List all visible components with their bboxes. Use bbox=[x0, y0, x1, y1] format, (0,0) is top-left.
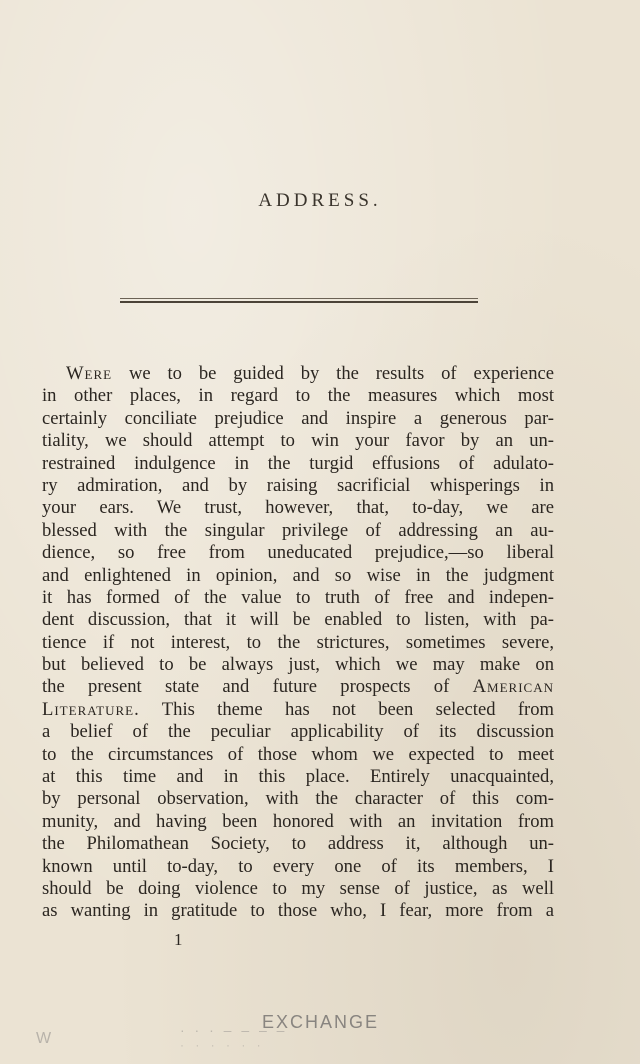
page-number: 1 bbox=[174, 930, 183, 949]
rule-line-thin bbox=[120, 298, 478, 299]
text-line: the Philomathean Society, to address it, although un- bbox=[42, 833, 554, 855]
page-title: ADDRESS. bbox=[258, 190, 382, 211]
stamp-faint-lower: · · · · · · bbox=[180, 1038, 265, 1052]
text-line: dience, so free from uneducated prejudice,—so liberal bbox=[42, 542, 554, 564]
text-line: munity, and having been honored with an invitation from bbox=[42, 810, 554, 832]
drop-word: Were bbox=[66, 363, 113, 384]
text-line: tiality, we should attempt to win your favor by an un- bbox=[42, 430, 554, 452]
double-rule-divider bbox=[120, 298, 478, 304]
small-caps-term: American bbox=[472, 676, 554, 698]
text-line: in other places, in regard to the measures which most bbox=[42, 385, 554, 407]
text-line: certainly conciliate prejudice and inspire a generous par- bbox=[42, 407, 554, 429]
text-line: Were we to be guided by the results of experience bbox=[66, 363, 554, 384]
body-paragraph bbox=[42, 363, 554, 923]
text-line: restrained indulgence in the turgid effusions of adulato- bbox=[42, 452, 554, 474]
text-line: the present state and future prospects of American bbox=[42, 676, 554, 698]
text-line: a belief of the peculiar applicability of its discussion bbox=[42, 721, 554, 743]
rule-line-thick bbox=[120, 301, 478, 303]
text-line: ry admiration, and by raising sacrificial whisperings in bbox=[42, 474, 554, 496]
text-line: but believed to be always just, which we may make on bbox=[42, 654, 554, 676]
text-line: it has formed of the value to truth of free and indepen- bbox=[42, 586, 554, 608]
stamp-text: EXCHANGE bbox=[262, 1012, 380, 1032]
text-line: as wanting in gratitude to those who, I fear, more from a bbox=[42, 900, 554, 922]
text-line: your ears. We trust, however, that, to-day, we are bbox=[42, 497, 554, 519]
stamp-faint-band: · · · – – – – bbox=[180, 1022, 288, 1038]
stamp-fragment: W bbox=[36, 1030, 54, 1047]
text-line: dent discussion, that it will be enabled to listen, with pa- bbox=[42, 609, 554, 631]
small-caps-term: Literature. bbox=[42, 698, 140, 720]
text-line: Literature. This theme has not been selected from bbox=[42, 698, 554, 720]
text-line: by personal observation, with the character of this com- bbox=[42, 788, 554, 810]
text-line: known until to-day, to every one of its members, I bbox=[42, 855, 554, 877]
text-line: to the circumstances of those whom we expected to meet bbox=[42, 743, 554, 765]
text-line: at this time and in this place. Entirely unacquainted, bbox=[42, 766, 554, 788]
text-line: and enlightened in opinion, and so wise in the judgment bbox=[42, 564, 554, 586]
text-line: tience if not interest, to the strictures, sometimes severe, bbox=[42, 631, 554, 653]
text-line: blessed with the singular privilege of addressing an au- bbox=[42, 519, 554, 541]
text-line: should be doing violence to my sense of justice, as well bbox=[42, 877, 554, 899]
library-stamp bbox=[30, 1012, 430, 1052]
